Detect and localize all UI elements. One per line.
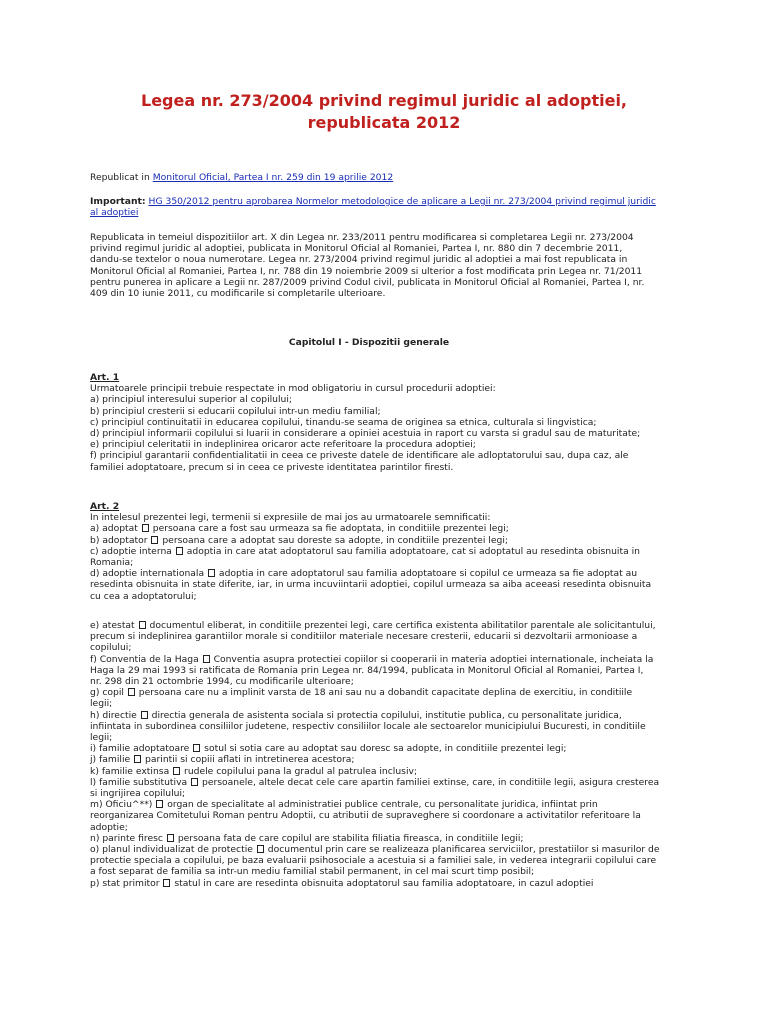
square-marker-icon (128, 688, 135, 696)
square-marker-icon (173, 767, 180, 775)
definition-line (90, 844, 690, 855)
definition-line (90, 523, 690, 534)
monitorul-oficial-link[interactable]: Monitorul Oficial, Partea I nr. 259 din 19 aprilie 2012 (152, 172, 394, 183)
square-marker-icon (163, 879, 170, 887)
square-marker-icon (139, 621, 146, 629)
definition-line (90, 631, 690, 642)
square-marker-icon (151, 536, 158, 544)
definition-line (90, 743, 690, 754)
definition-term: i) familie adoptatoare (90, 743, 190, 755)
definition-text: rudele copilului pana la gradul al patrulea inclusiv; (181, 765, 418, 777)
definition-term: h) directie (90, 709, 137, 721)
definition-line (90, 568, 690, 579)
important-note (90, 196, 690, 218)
square-marker-icon (208, 569, 215, 577)
hg-350-link-line-1[interactable]: HG 350/2012 pentru aprobarea Normelor metodologice de aplicare a Legii nr. 273/2004 privind regimul juridic (148, 196, 656, 207)
definition-text: adoptia in care atat adoptatorul sau familia adoptatoare, cat si adoptatul au resedinta obisnuita in (183, 545, 641, 557)
article-1-line: f) principiul garantarii confidentialitatii in ceea ce priveste datele de identificare ale adloptatorului sau, dupa caz, ale (90, 450, 629, 462)
article-2-continued (90, 620, 690, 889)
definition-text: sotul si sotia care au adoptat sau doresc sa adopte, in conditiile prezentei legi; (201, 743, 567, 755)
definition-line (90, 833, 690, 844)
definition-term: precum si indeplinirea garantiilor morale si conditiilor materiale necesare cresterii, educarii si dezvoltarii armonioase a (90, 631, 638, 643)
definition-text: statul in care are resedinta obisnuita adoptatorul sau familia adoptatoare, in cazul adoptiei (171, 877, 594, 889)
definition-term: adoptie; (90, 821, 128, 833)
definition-line (90, 766, 690, 777)
article-1-line: b) principiul cresterii si educarii copilului intr-un mediu familial; (90, 405, 381, 417)
definition-line (90, 676, 690, 687)
definition-text: persoana care nu a implinit varsta de 18 ani sau nu a dobandit capacitate deplina de exercitiu, in conditiile (135, 687, 633, 699)
definition-line (90, 698, 690, 709)
definition-line (90, 754, 690, 765)
definition-line (90, 642, 690, 653)
square-marker-icon (193, 744, 200, 752)
square-marker-icon (203, 655, 210, 663)
article-2-definitions-part-1 (90, 512, 690, 602)
hg-350-link-line-2[interactable]: al adoptiei (90, 207, 139, 219)
definition-term: reorganizarea Comitetului Roman pentru Adoptii, cu atributii de supraveghere si coordonare a activitatilor referitoare la (90, 810, 641, 822)
definition-text: directia generala de asistenta sociala si protectia copilului, institutie publica, cu personalitate juridica, (148, 709, 622, 721)
article-1-line: a) principiul interesului superior al copilului; (90, 394, 293, 406)
definition-term: l) familie substitutiva (90, 776, 188, 788)
definition-line (90, 654, 690, 665)
republished-prefix: Republicat in (90, 172, 153, 183)
definition-text: documentul prin care se realizeaza planificarea serviciilor, prestatiilor si masurilor de (264, 844, 660, 856)
article-1-line: e) principiul celeritatii in indeplinirea oricaror acte referitoare la procedura adoptiei; (90, 439, 476, 451)
definition-term: legii; (90, 698, 113, 710)
definition-term: p) stat primitor (90, 877, 160, 889)
definition-text: documentul eliberat, in conditiile prezentei legi, care certifica existenta abilitatilor parentale ale solicitantului, (146, 620, 656, 631)
definition-term: In intelesul prezentei legi, termenii si expresiile de mai jos au urmatoarele semnificatii: (90, 512, 491, 524)
intro-line: Monitorul Oficial al Romaniei, Partea I, nr. 788 din 19 noiembrie 2009 si ulterior a fost modificata prin Legea nr. 71/2011 (90, 265, 643, 277)
definition-term: copilului; (90, 642, 132, 654)
definition-line (90, 557, 690, 568)
definition-text: persoana care a adoptat sau doreste sa adopte, in conditiile prezentei legi; (159, 534, 508, 546)
definition-term: a fost separat de familia sa intr-un mediu familial stabil permanent, in cel mai scurt timp posibil; (90, 866, 535, 878)
square-marker-icon (167, 834, 174, 842)
definition-line (90, 591, 690, 602)
definition-line (90, 788, 690, 799)
square-marker-icon (156, 800, 163, 808)
definition-term: infiintata in subordinea consiliilor judetene, respectiv consiliilor locale ale sectoarelor municipiului Bucuresti, in conditiile (90, 720, 646, 732)
intro-line: 409 din 10 iunie 2011, cu modificarile si completarile ulterioare. (90, 288, 386, 300)
article-2-definitions-part-2 (90, 620, 690, 889)
article-1-line: d) principiul informarii copilului si luarii in considerare a opiniei acestuia in raport cu varsta si gradul sau de maturitate; (90, 428, 641, 440)
intro-line: pentru punerea in aplicare a Legii nr. 287/2009 privind Codul civil, publicata in Monitorul Oficial al Romaniei, Partea I, nr. (90, 276, 645, 288)
square-marker-icon (257, 845, 264, 853)
definition-line (90, 546, 690, 557)
definition-line (90, 799, 690, 810)
article-2-heading: Art. 2 (90, 501, 120, 512)
definition-term: resedinta obisnuita in state diferite, iar, in urma incuviintarii adoptiei, copilul urmeaza sa aiba aceeasi resedinta obisnuita (90, 579, 652, 591)
definition-term: o) planul individualizat de protectie (90, 844, 253, 856)
definition-line (90, 866, 690, 877)
square-marker-icon (141, 711, 148, 719)
intro-line: dandu-se textelor o noua numerotare. Legea nr. 273/2004 privind regimul juridic al adoptiei a mai fost republicata in (90, 254, 628, 266)
definition-term: c) adoptie interna (90, 545, 172, 557)
definition-term: b) adoptator (90, 534, 148, 546)
definition-term: legii; (90, 732, 113, 744)
definition-term: d) adoptie internationala (90, 568, 205, 580)
definition-term: Haga la 29 mai 1993 si ratificata de Romania prin Legea nr. 84/1994, publicata in Monitorul Oficial al Romaniei, Partea I, (90, 664, 644, 676)
definition-line (90, 579, 690, 590)
republished-note (90, 172, 690, 183)
definition-line (90, 665, 690, 676)
square-marker-icon (176, 547, 183, 555)
definition-term: n) parinte firesc (90, 832, 163, 844)
definition-term: cu cea a adoptatorului; (90, 590, 197, 602)
chapter-heading: Capitolul I - Dispozitii generale (288, 337, 450, 348)
definition-line (90, 878, 690, 889)
definition-text: Conventia asupra protectiei copiilor si cooperarii in materia adoptiei internationale, incheiata la (210, 653, 654, 665)
intro-line: Republicata in temeiul dispozitiilor art. X din Legea nr. 233/2011 pentru modificarea si completarea Legii nr. 273/2004 (90, 232, 634, 243)
definition-line (90, 512, 690, 523)
article-1-line: familiei adoptatoare, precum si in ceea ce priveste identitatea parintilor firesti. (90, 461, 454, 473)
definition-term: Romania; (90, 557, 134, 569)
definition-line (90, 732, 690, 743)
definition-line (90, 535, 690, 546)
document-title (60, 90, 708, 134)
square-marker-icon (142, 524, 149, 532)
definition-line (90, 687, 690, 698)
definition-term: g) copil (90, 687, 124, 699)
definition-line (90, 822, 690, 833)
definition-term: nr. 298 din 21 octombrie 1994, cu modificarile ulterioare; (90, 676, 354, 688)
definition-term: protectie speciala a copilului, pe baza evaluarii psihosociale a acestuia si a familiei sale, in vederea integrarii copilului care (90, 855, 657, 867)
definition-line (90, 777, 690, 788)
definition-line (90, 810, 690, 821)
important-label: Important: (90, 196, 146, 207)
definition-term: j) familie (90, 754, 131, 766)
definition-term: si ingrijirea copilului; (90, 788, 186, 800)
article-2 (90, 501, 690, 602)
intro-paragraph (90, 232, 690, 299)
definition-line (90, 620, 690, 631)
definition-term: a) adoptat (90, 523, 138, 535)
definition-text: persoana care a fost sau urmeaza sa fie adoptata, in conditiile prezentei legi; (149, 523, 509, 535)
article-1-line: c) principiul continuitatii in educarea copilului, tinandu-se seama de originea sa etnica, culturala si lingvistica; (90, 416, 597, 428)
intro-line: privind regimul juridic al adoptiei, publicata in Monitorul Oficial al Romaniei, Partea I, nr. 880 din 7 decembrie 2011, (90, 243, 623, 255)
definition-text: organ de specialitate al administratiei publice centrale, cu personalitate juridica, infiintat prin (164, 799, 598, 811)
definition-term: e) atestat (90, 620, 135, 631)
article-1 (90, 372, 690, 473)
definition-text: persoanele, altele decat cele care apartin familiei extinse, care, in conditiile legii, asigura cresterea (199, 776, 660, 788)
definition-line (90, 721, 690, 732)
definition-term: f) Conventia de la Haga (90, 653, 199, 665)
definition-term: m) Oficiu^**) (90, 799, 153, 811)
definition-term: k) familie extinsa (90, 765, 170, 777)
definition-text: persoana fata de care copilul are stabilita filiatia fireasca, in conditiile legii; (174, 832, 524, 844)
square-marker-icon (134, 755, 141, 763)
definition-text: parintii si copiii aflati in intretinerea acestora; (142, 754, 355, 766)
title-line-2: republicata 2012 (307, 113, 461, 132)
square-marker-icon (191, 778, 198, 786)
definition-line (90, 710, 690, 721)
article-1-heading: Art. 1 (90, 372, 120, 383)
definition-text: adoptia in care adoptatorul sau familia adoptatoare si copilul ce urmeaza sa fie adoptat au (216, 568, 638, 580)
article-1-line: Urmatoarele principii trebuie respectate in mod obligatoriu in cursul procedurii adoptiei: (90, 383, 496, 395)
title-line-1: Legea nr. 273/2004 privind regimul juridic al adoptiei, (141, 91, 627, 110)
definition-line (90, 855, 690, 866)
